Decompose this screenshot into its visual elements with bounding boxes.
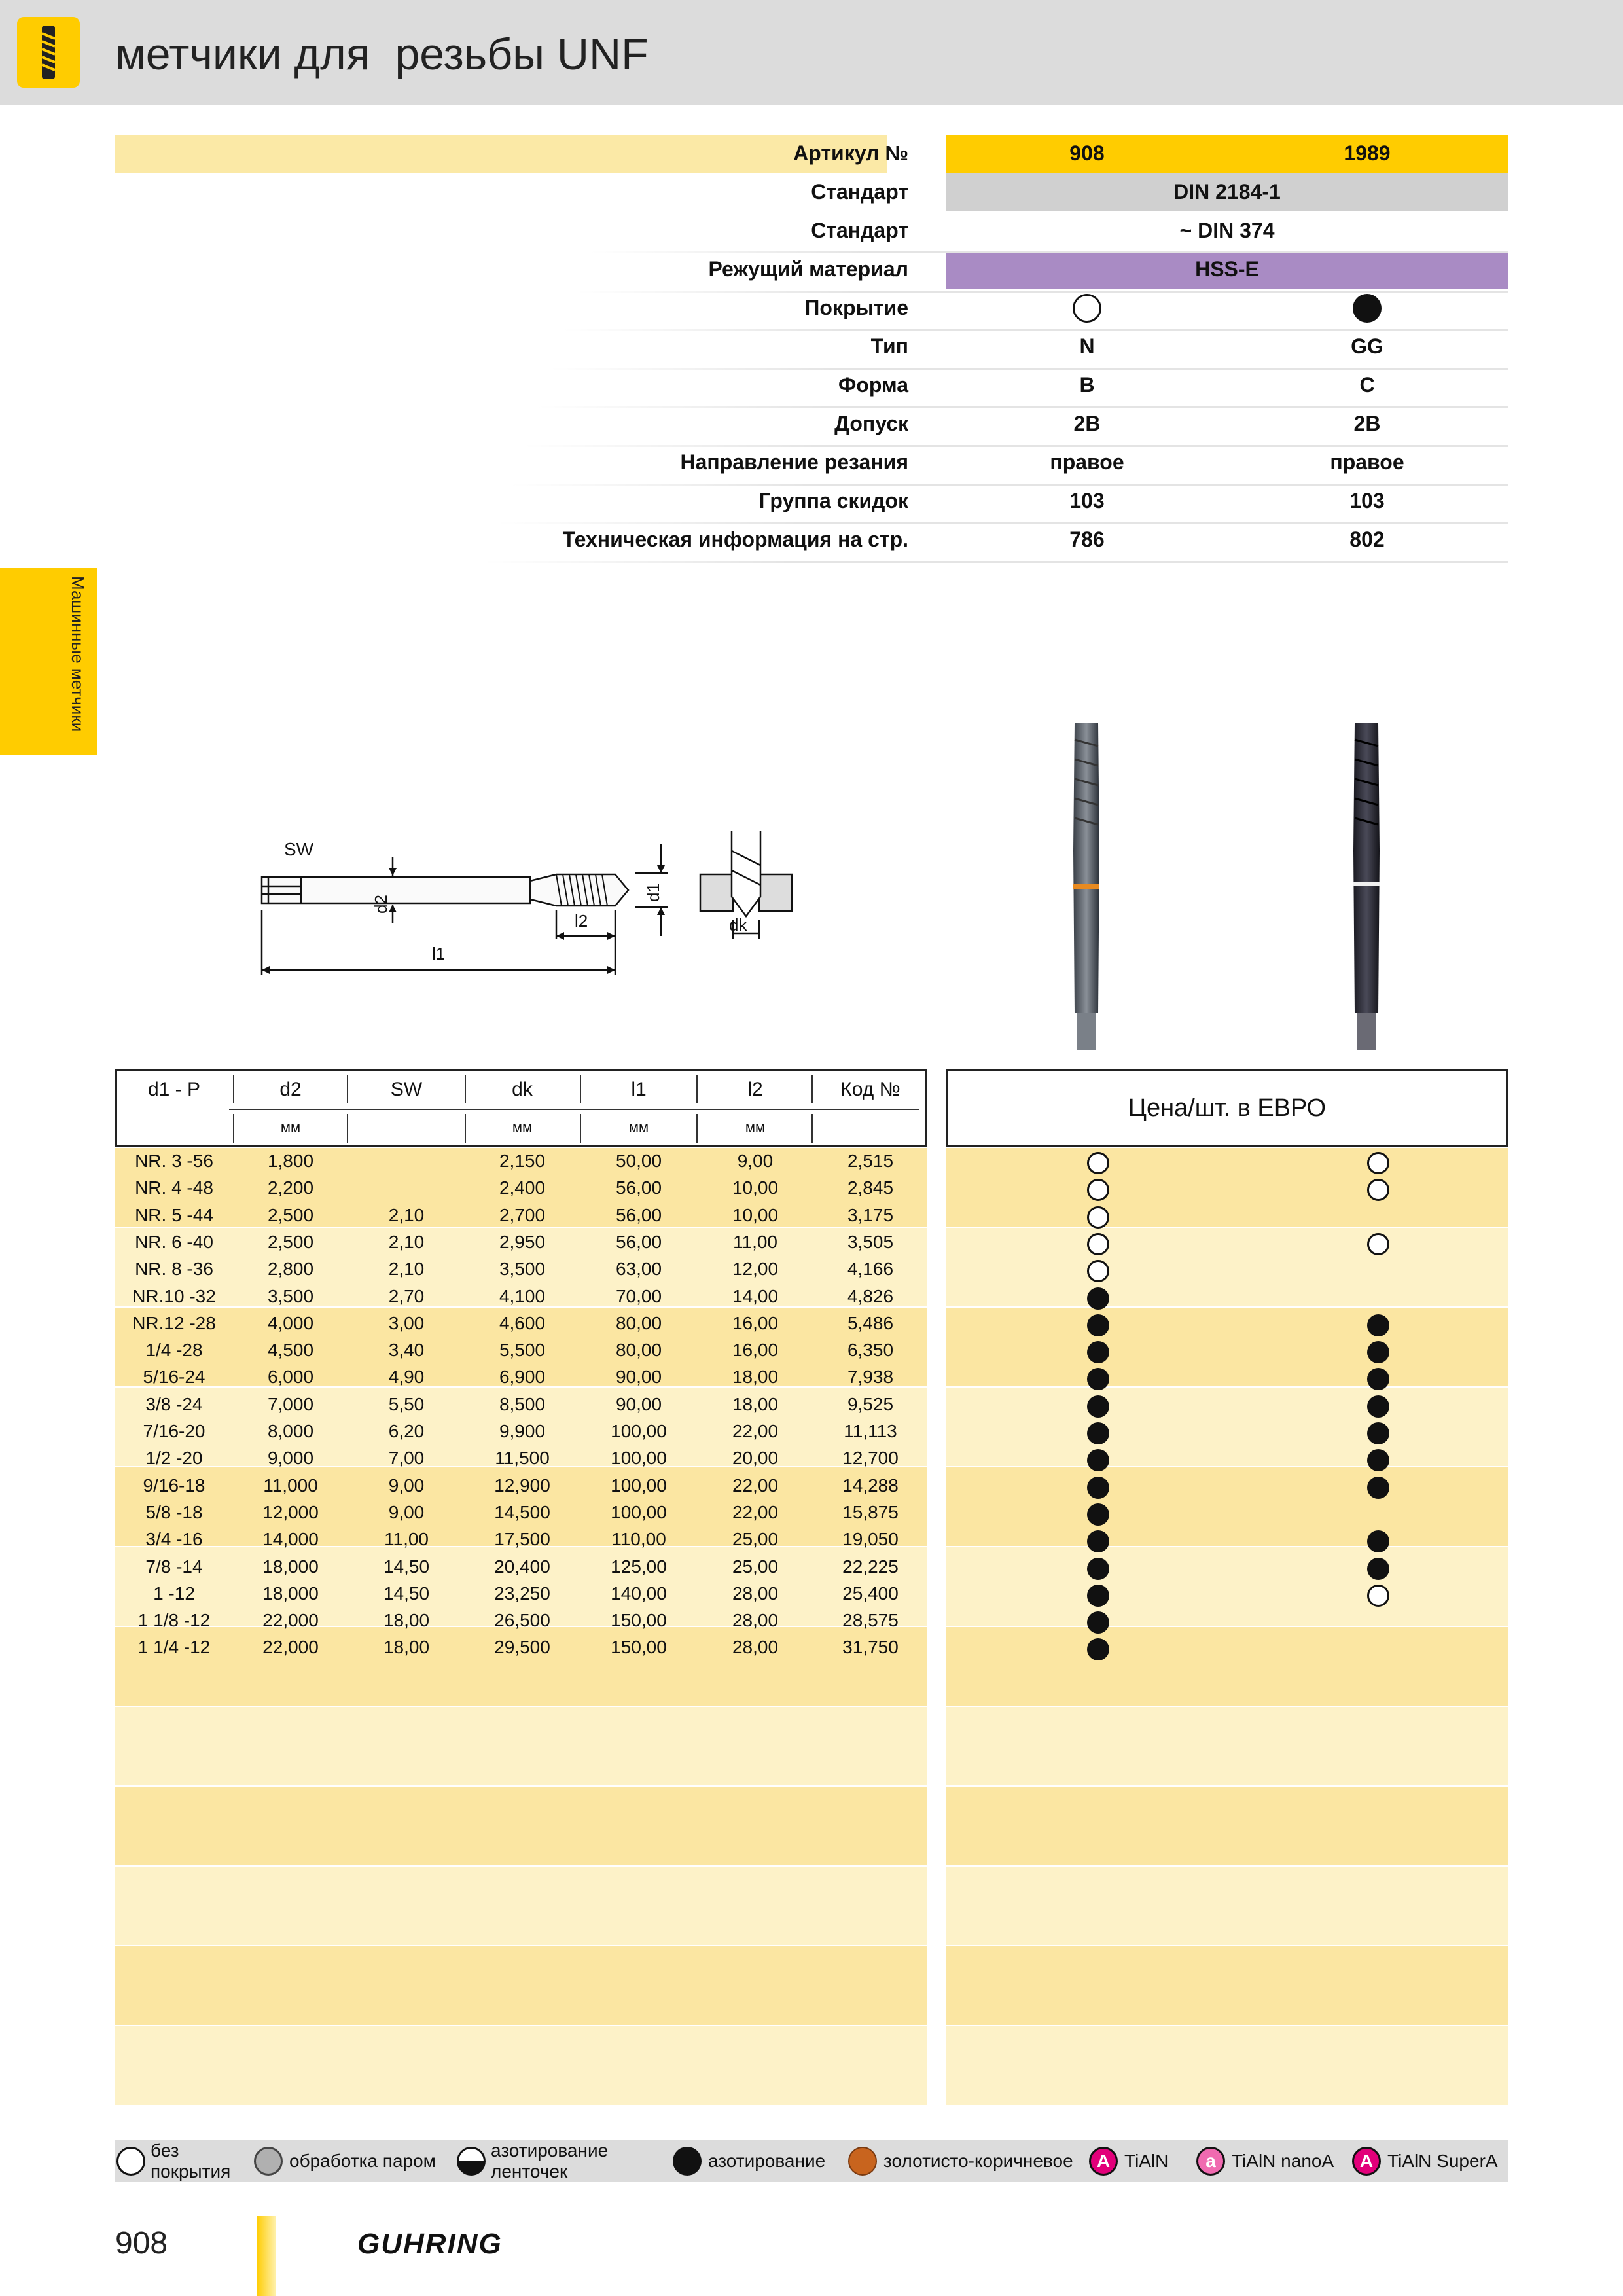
row-band <box>115 1946 927 2025</box>
cell-thread: NR.10 -32 <box>132 1285 216 1306</box>
cell-l1: 100,00 <box>611 1448 667 1469</box>
availability-filled-icon[interactable] <box>1087 1503 1109 1526</box>
cell-thread: 7/8 -14 <box>145 1556 203 1577</box>
spec-divider <box>484 561 1508 563</box>
brand-logo: GUHRING <box>357 2228 503 2260</box>
cell-d2: 8,000 <box>267 1421 314 1441</box>
spec-divider <box>563 329 1508 331</box>
cell-code[interactable]: 4,826 <box>847 1285 894 1306</box>
cell-code[interactable]: 25,400 <box>842 1583 899 1604</box>
tech-page-a[interactable]: 786 <box>1069 528 1105 551</box>
legend-label: без покрытия <box>151 2140 231 2181</box>
cell-dk: 9,900 <box>499 1421 546 1441</box>
cell-d2: 2,200 <box>267 1177 314 1198</box>
cell-code[interactable]: 14,288 <box>842 1475 899 1496</box>
cell-code[interactable]: 2,515 <box>847 1151 894 1171</box>
cell-l1: 90,00 <box>615 1393 662 1414</box>
cell-l2: 25,00 <box>732 1556 779 1577</box>
availability-filled-icon[interactable] <box>1087 1341 1109 1363</box>
cell-l2: 11,00 <box>733 1231 777 1252</box>
cell-thread: 1/4 -28 <box>145 1340 203 1361</box>
cell-l1: 100,00 <box>611 1475 667 1496</box>
cell-sw: 18,00 <box>383 1610 430 1631</box>
cell-sw: 9,00 <box>388 1475 425 1496</box>
form-b: C <box>1359 373 1375 397</box>
spec-label-material: Режущий материал <box>708 257 908 281</box>
cell-d2: 3,500 <box>267 1285 314 1306</box>
cell-l2: 16,00 <box>732 1340 779 1361</box>
cell-d2: 2,800 <box>267 1259 314 1280</box>
cell-thread: 7/16-20 <box>143 1421 205 1441</box>
row-band <box>115 1867 927 1945</box>
cell-l2: 22,00 <box>732 1475 779 1496</box>
cell-sw: 5,50 <box>388 1393 425 1414</box>
spec-label-tech-info: Техническая информация на стр. <box>562 528 908 551</box>
tech-page-b[interactable]: 802 <box>1349 528 1385 551</box>
cell-thread: 3/8 -24 <box>145 1393 203 1414</box>
spec-label-type: Тип <box>870 334 908 358</box>
spec-standard-2-value: ~ DIN 374 <box>1179 219 1275 242</box>
spec-divider <box>550 368 1508 370</box>
availability-filled-icon[interactable] <box>1087 1530 1109 1552</box>
cell-thread: 5/16-24 <box>143 1367 205 1388</box>
cell-thread: 9/16-18 <box>143 1475 205 1496</box>
row-band <box>946 1228 1508 1306</box>
spec-divider <box>537 406 1508 408</box>
cell-l1: 50,00 <box>615 1151 662 1171</box>
cell-dk: 2,400 <box>499 1177 546 1198</box>
unit-l2: мм <box>745 1119 766 1136</box>
legend-badge-A-pink-icon: A <box>1352 2147 1381 2176</box>
cell-thread: 1 -12 <box>153 1583 195 1604</box>
col-sep <box>465 1075 466 1103</box>
spec-label-article: Артикул № <box>793 141 908 165</box>
cell-code[interactable]: 2,845 <box>847 1177 894 1198</box>
row-band <box>946 1308 1508 1386</box>
col-sep <box>580 1114 581 1143</box>
cell-l2: 28,00 <box>732 1637 779 1658</box>
cell-thread: 1/2 -20 <box>145 1448 203 1469</box>
cell-d2: 2,500 <box>267 1204 314 1225</box>
discount-a: 103 <box>1069 489 1105 512</box>
article-number-b: 1989 <box>1344 141 1391 165</box>
drawing-label-l2: l2 <box>575 911 588 931</box>
side-tab-label: Машинные метчики <box>68 576 88 732</box>
availability-open-icon[interactable] <box>1087 1233 1109 1255</box>
cell-sw: 14,50 <box>383 1556 430 1577</box>
availability-filled-icon[interactable] <box>1087 1422 1109 1444</box>
cell-l2: 18,00 <box>732 1393 779 1414</box>
row-band <box>946 1148 1508 1227</box>
legend-badge-A-red-icon: A <box>1089 2147 1118 2176</box>
col-sep <box>233 1114 234 1143</box>
cell-thread: NR. 3 -56 <box>135 1151 213 1171</box>
legend-circle-black-icon <box>673 2147 702 2176</box>
cell-l2: 22,00 <box>732 1501 779 1522</box>
cell-l1: 100,00 <box>611 1501 667 1522</box>
cell-l1: 150,00 <box>611 1637 667 1658</box>
coating-nitrided-icon <box>1353 294 1382 323</box>
cell-thread: NR. 4 -48 <box>135 1177 213 1198</box>
cell-dk: 3,500 <box>499 1259 546 1280</box>
cell-dk: 4,100 <box>499 1285 546 1306</box>
col-header-code: Код № <box>840 1079 901 1100</box>
cell-thread: NR. 6 -40 <box>135 1231 213 1252</box>
coating-none-icon <box>1073 294 1101 323</box>
drawing-label-sw: SW <box>284 839 314 859</box>
cell-l1: 90,00 <box>615 1367 662 1388</box>
legend-circle-half-icon <box>457 2147 486 2176</box>
availability-filled-icon[interactable] <box>1367 1477 1389 1499</box>
cell-code[interactable]: 4,166 <box>847 1259 894 1280</box>
spec-divider <box>524 445 1508 447</box>
cell-l2: 28,00 <box>732 1610 779 1631</box>
cell-l1: 80,00 <box>615 1340 662 1361</box>
availability-filled-icon[interactable] <box>1367 1422 1389 1444</box>
tap-icon <box>17 17 80 88</box>
legend-label: золотисто-коричневое <box>883 2151 1073 2171</box>
cell-d2: 11,000 <box>263 1475 318 1496</box>
col-header-d1p: d1 - P <box>147 1079 201 1100</box>
legend-label: TiAlN <box>1124 2151 1169 2171</box>
drawing-label-dk: dk <box>729 915 747 935</box>
spec-label-form: Форма <box>838 373 908 397</box>
col-sep <box>465 1114 466 1143</box>
cell-l2: 22,00 <box>732 1421 779 1441</box>
cell-code[interactable]: 15,875 <box>842 1501 899 1522</box>
cell-code[interactable]: 6,350 <box>847 1340 894 1361</box>
legend-label: TiAlN SuperA <box>1387 2151 1498 2171</box>
availability-filled-icon[interactable] <box>1087 1287 1109 1310</box>
row-band <box>946 1627 1508 1706</box>
drawing-label-l1: l1 <box>432 944 446 963</box>
row-band <box>946 1787 1508 1865</box>
spec-divider <box>576 291 1508 293</box>
cell-sw: 3,40 <box>388 1340 425 1361</box>
row-band <box>946 2026 1508 2105</box>
direction-a: правое <box>1050 450 1124 474</box>
col-sep <box>347 1114 348 1143</box>
cell-l2: 28,00 <box>732 1583 779 1604</box>
spec-header-band <box>115 135 887 173</box>
spec-material-value: HSS-E <box>1195 257 1259 281</box>
cell-code[interactable]: 3,505 <box>847 1231 894 1252</box>
spec-divider <box>510 484 1508 486</box>
col-sep <box>233 1075 234 1103</box>
cell-l2: 9,00 <box>737 1151 774 1171</box>
row-band <box>946 1707 1508 1785</box>
tolerance-b: 2B <box>1353 412 1381 435</box>
cell-d2: 9,000 <box>267 1448 314 1469</box>
drawing-label-d2: d2 <box>370 895 391 914</box>
cell-d2: 2,500 <box>267 1231 314 1252</box>
article-number-a: 908 <box>1069 141 1105 165</box>
cell-l2: 18,00 <box>732 1367 779 1388</box>
cell-sw: 4,90 <box>388 1367 425 1388</box>
unit-l1: мм <box>628 1119 649 1136</box>
cell-dk: 2,950 <box>499 1231 546 1252</box>
cell-code[interactable]: 9,525 <box>847 1393 894 1414</box>
cell-dk: 12,900 <box>494 1475 550 1496</box>
cell-thread: NR.12 -28 <box>132 1312 216 1333</box>
cell-sw: 14,50 <box>383 1583 430 1604</box>
col-sep <box>347 1075 348 1103</box>
spec-label-discount: Группа скидок <box>758 489 908 512</box>
cell-thread: 1 1/4 -12 <box>137 1637 211 1658</box>
legend-label: азотирование <box>708 2151 826 2171</box>
cell-code[interactable]: 28,575 <box>842 1610 899 1631</box>
tap-image-1989 <box>1339 720 1394 1054</box>
col-sep <box>696 1075 698 1103</box>
col-header-l1: l1 <box>631 1079 647 1100</box>
direction-b: правое <box>1330 450 1404 474</box>
legend-badge-a-pink-icon: a <box>1196 2147 1225 2176</box>
col-header-d2: d2 <box>279 1079 302 1100</box>
cell-code[interactable]: 12,700 <box>842 1448 899 1469</box>
row-band <box>946 1547 1508 1626</box>
row-band <box>946 1388 1508 1466</box>
availability-filled-icon[interactable] <box>1087 1477 1109 1499</box>
unit-dk: мм <box>512 1119 533 1136</box>
availability-open-icon[interactable] <box>1367 1585 1389 1607</box>
availability-open-icon[interactable] <box>1087 1206 1109 1229</box>
col-sep <box>812 1114 813 1143</box>
cell-sw: 11,00 <box>384 1529 429 1550</box>
legend-circle-empty-icon <box>116 2147 145 2176</box>
spec-divider <box>497 522 1508 524</box>
cell-thread: 3/4 -16 <box>145 1529 203 1550</box>
spec-label-tolerance: Допуск <box>834 412 908 435</box>
row-band <box>115 1787 927 1865</box>
availability-filled-icon[interactable] <box>1367 1341 1389 1363</box>
cell-dk: 26,500 <box>494 1610 550 1631</box>
cell-l2: 10,00 <box>732 1204 779 1225</box>
cell-d2: 12,000 <box>262 1501 319 1522</box>
row-band <box>946 1867 1508 1945</box>
spec-standard-value: DIN 2184-1 <box>1173 180 1281 204</box>
cell-dk: 2,700 <box>499 1204 546 1225</box>
spec-divider <box>589 251 1508 253</box>
legend-label: азотирование ленточек <box>491 2140 609 2181</box>
legend-label: обработка паром <box>289 2151 436 2171</box>
availability-filled-icon[interactable] <box>1087 1395 1109 1418</box>
cell-d2: 22,000 <box>262 1610 319 1631</box>
cell-sw: 3,00 <box>388 1312 425 1333</box>
spec-label-direction: Направление резания <box>680 450 908 474</box>
cell-d2: 18,000 <box>262 1556 319 1577</box>
cell-l1: 100,00 <box>611 1421 667 1441</box>
cell-sw: 2,10 <box>388 1231 425 1252</box>
availability-filled-icon[interactable] <box>1367 1314 1389 1336</box>
type-b: GG <box>1351 334 1383 358</box>
footer-accent-bar <box>257 2216 276 2296</box>
row-band <box>946 1946 1508 2025</box>
tap-image-908 <box>1059 720 1114 1054</box>
availability-filled-icon[interactable] <box>1087 1611 1109 1634</box>
legend-circle-brown-icon <box>848 2147 877 2176</box>
cell-dk: 8,500 <box>499 1393 546 1414</box>
availability-filled-icon[interactable] <box>1367 1558 1389 1580</box>
cell-dk: 11,500 <box>495 1448 550 1469</box>
type-a: N <box>1079 334 1095 358</box>
cell-d2: 22,000 <box>262 1637 319 1658</box>
cell-l1: 56,00 <box>615 1204 662 1225</box>
cell-code[interactable]: 3,175 <box>847 1204 894 1225</box>
cell-l2: 16,00 <box>732 1312 779 1333</box>
cell-dk: 2,150 <box>499 1151 546 1171</box>
col-header-sw: SW <box>390 1079 423 1100</box>
row-band <box>946 1467 1508 1546</box>
cell-l1: 80,00 <box>615 1312 662 1333</box>
availability-filled-icon[interactable] <box>1367 1530 1389 1552</box>
cell-thread: NR. 8 -36 <box>135 1259 213 1280</box>
drawing-label-d1: d1 <box>643 883 663 902</box>
cell-d2: 4,000 <box>267 1312 314 1333</box>
availability-open-icon[interactable] <box>1367 1152 1389 1174</box>
page-title: метчики для резьбы UNF <box>115 29 649 79</box>
cell-dk: 17,500 <box>494 1529 550 1550</box>
cell-code[interactable]: 11,113 <box>844 1421 897 1441</box>
cell-l1: 150,00 <box>611 1610 667 1631</box>
spec-label-standard: Стандарт <box>811 180 908 204</box>
cell-code[interactable]: 7,938 <box>847 1367 894 1388</box>
tap-drawing <box>249 805 812 988</box>
cell-dk: 4,600 <box>499 1312 546 1333</box>
cell-code[interactable]: 31,750 <box>842 1637 899 1658</box>
unit-d2: мм <box>280 1119 301 1136</box>
cell-code[interactable]: 5,486 <box>847 1312 894 1333</box>
col-header-l2: l2 <box>747 1079 763 1100</box>
cell-dk: 23,250 <box>494 1583 550 1604</box>
cell-l1: 140,00 <box>611 1583 667 1604</box>
row-band <box>115 1707 927 1785</box>
cell-l1: 125,00 <box>611 1556 667 1577</box>
spec-label-standard-2: Стандарт <box>811 219 908 242</box>
cell-l2: 25,00 <box>732 1529 779 1550</box>
col-sep <box>696 1114 698 1143</box>
legend-label: TiAlN nanoA <box>1232 2151 1334 2171</box>
availability-filled-icon[interactable] <box>1087 1585 1109 1607</box>
cell-dk: 14,500 <box>494 1501 550 1522</box>
cell-l1: 70,00 <box>615 1285 662 1306</box>
header-divider <box>229 1109 919 1110</box>
cell-sw: 9,00 <box>388 1501 425 1522</box>
cell-sw: 2,70 <box>388 1285 425 1306</box>
cell-thread: 5/8 -18 <box>145 1501 203 1522</box>
cell-l2: 20,00 <box>732 1448 779 1469</box>
cell-d2: 14,000 <box>262 1529 319 1550</box>
availability-open-icon[interactable] <box>1367 1233 1389 1255</box>
discount-b: 103 <box>1349 489 1385 512</box>
cell-d2: 1,800 <box>267 1151 314 1171</box>
cell-code[interactable]: 19,050 <box>842 1529 899 1550</box>
cell-l2: 10,00 <box>732 1177 779 1198</box>
col-sep <box>812 1075 813 1103</box>
availability-filled-icon[interactable] <box>1087 1558 1109 1580</box>
availability-filled-icon[interactable] <box>1087 1314 1109 1336</box>
availability-open-icon[interactable] <box>1087 1260 1109 1282</box>
form-a: B <box>1079 373 1095 397</box>
col-sep <box>580 1075 581 1103</box>
cell-sw: 7,00 <box>388 1448 425 1469</box>
cell-d2: 4,500 <box>267 1340 314 1361</box>
cell-l1: 63,00 <box>615 1259 662 1280</box>
legend-circle-grey-icon <box>254 2147 283 2176</box>
cell-l2: 14,00 <box>732 1285 779 1306</box>
cell-d2: 7,000 <box>267 1393 314 1414</box>
cell-dk: 6,900 <box>499 1367 546 1388</box>
cell-d2: 18,000 <box>262 1583 319 1604</box>
tolerance-a: 2B <box>1073 412 1101 435</box>
cell-dk: 20,400 <box>494 1556 550 1577</box>
price-header-label: Цена/шт. в ЕВРО <box>1128 1094 1327 1122</box>
cell-l1: 110,00 <box>611 1529 666 1550</box>
cell-d2: 6,000 <box>267 1367 314 1388</box>
cell-sw: 6,20 <box>388 1421 425 1441</box>
spec-label-coating: Покрытие <box>804 296 908 319</box>
cell-l1: 56,00 <box>615 1177 662 1198</box>
cell-sw: 2,10 <box>388 1204 425 1225</box>
cell-dk: 29,500 <box>494 1637 550 1658</box>
cell-thread: NR. 5 -44 <box>135 1204 213 1225</box>
cell-sw: 18,00 <box>383 1637 430 1658</box>
cell-code[interactable]: 22,225 <box>842 1556 899 1577</box>
cell-l1: 56,00 <box>615 1231 662 1252</box>
cell-thread: 1 1/8 -12 <box>137 1610 211 1631</box>
col-header-dk: dk <box>512 1079 533 1100</box>
cell-sw: 2,10 <box>388 1259 425 1280</box>
cell-l2: 12,00 <box>732 1259 779 1280</box>
row-band <box>115 2026 927 2105</box>
availability-filled-icon[interactable] <box>1367 1395 1389 1418</box>
cell-dk: 5,500 <box>499 1340 546 1361</box>
availability-open-icon[interactable] <box>1087 1152 1109 1174</box>
page-number: 908 <box>115 2226 168 2261</box>
